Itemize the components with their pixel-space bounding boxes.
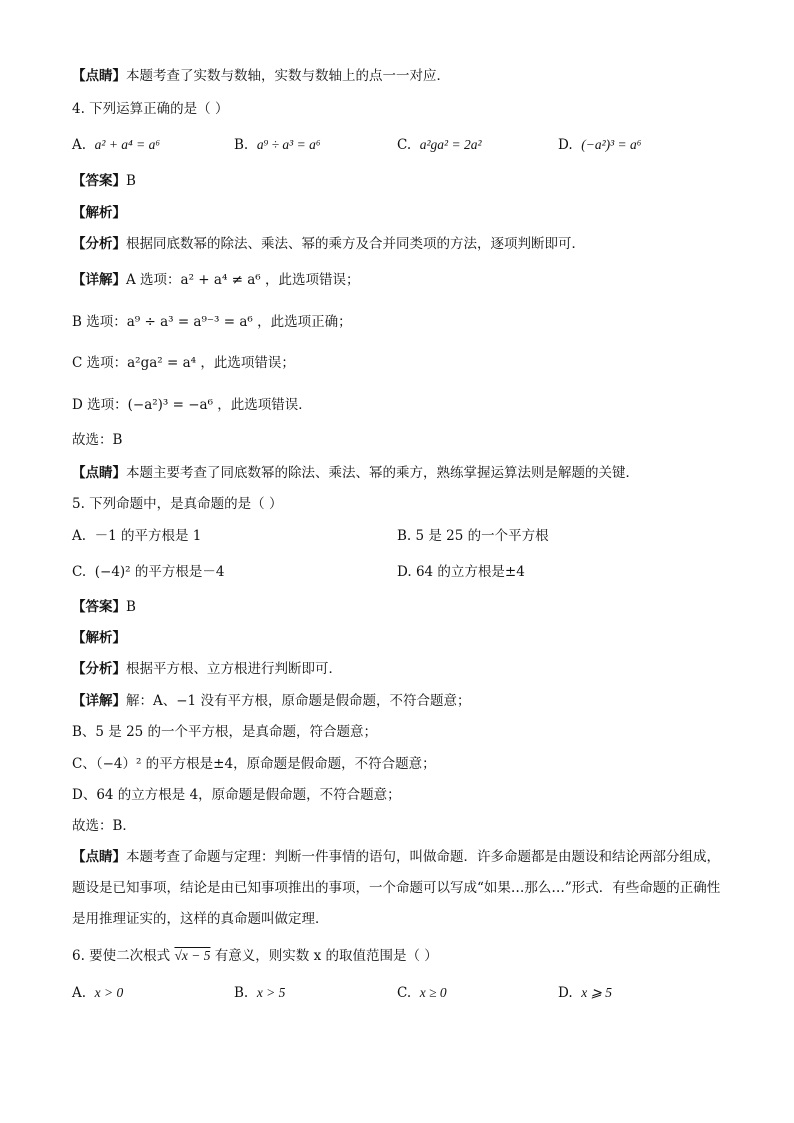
q4-detail-b: B 选项：a⁹ ÷ a³ = a⁹⁻³ = a⁶ ，此选项正确； (72, 314, 352, 330)
q5-fenxi: 【分析】根据平方根、立方根进行判断即可． (72, 661, 342, 677)
q5-detail-a: 【详解】解：A、−1 没有平方根，原命题是假命题，不符合题意； (72, 693, 471, 709)
q4-option-a: A. a² + a⁴ = a⁶ (72, 137, 161, 153)
q4-fenxi: 【分析】根据同底数幂的除法、乘法、幂的乘方及合并同类项的方法，逐项判断即可． (72, 236, 585, 252)
q5-option-d: D. 64 的立方根是±4 (397, 564, 525, 580)
q4-detail-d: D 选项：(−a²)³ = −a⁶ ，此选项错误． (72, 397, 312, 413)
q4-choose: 故选：B (72, 432, 123, 448)
q4-dianjing: 【点睛】本题主要考查了同底数幂的除法、乘法、幂的乘方，熟练掌握运算法则是解题的关键． (72, 465, 639, 481)
q5-option-c: C. (−4)² 的平方根是－4 (72, 564, 225, 580)
q5-choose: 故选：B． (72, 818, 136, 834)
q5-stem: 5. 下列命题中，是真命题的是（ ） (72, 496, 283, 512)
q6-option-b: B. x > 5 (234, 985, 286, 1001)
remark-line (72, 66, 450, 86)
q6-option-d: D. x ⩾ 5 (558, 985, 613, 1001)
remark-tag: 【点睛】 (72, 68, 126, 84)
q5-dianjing: 【点睛】本题考查了命题与定理：判断一件事情的语句，叫做命题．许多命题都是由题设和结论两部分组成，题设是已知事项，结论是由已知事项推出的事项，一个命题可以写成“如果…那么…”形式．有些命题的正确性是用推理证实的，这样的真命题叫做定理． (72, 849, 721, 927)
q6-option-a: A. x > 0 (72, 985, 124, 1001)
q4-analysis-tag: 【解析】 (72, 205, 126, 221)
q5-detail-b: B、5 是 25 的一个平方根，是真命题，符合题意； (72, 724, 378, 740)
q5-option-a: A. －1 的平方根是 1 (72, 528, 202, 544)
q4-option-c: C. a²ga² = 2a² (397, 137, 482, 153)
q6-option-c: C. x ≥ 0 (397, 985, 447, 1001)
q6-stem: 6. 要使二次根式 √x − 5 有意义，则实数 x 的取值范围是（ ） (72, 948, 438, 964)
q5-answer: 【答案】B (72, 599, 136, 615)
q5-option-b: B. 5 是 25 的一个平方根 (397, 528, 549, 544)
remark-text: 本题考查了实数与数轴，实数与数轴上的点一一对应． (126, 68, 450, 84)
q5-detail-d: D、64 的立方根是 4，原命题是假命题，不符合题意； (72, 787, 401, 803)
q4-detail-c: C 选项：a²ga² = a⁴ ，此选项错误； (72, 355, 295, 371)
q4-option-b: B. a⁹ ÷ a³ = a⁶ (234, 137, 321, 153)
q5-detail-c: C、（−4）² 的平方根是±4，原命题是假命题，不符合题意； (72, 756, 436, 772)
q4-detail-a: 【详解】A 选项：a² + a⁴ ≠ a⁶ ，此选项错误； (72, 272, 360, 288)
q5-analysis-tag: 【解析】 (72, 630, 126, 646)
q4-stem: 4. 下列运算正确的是（ ） (72, 101, 229, 117)
q4-option-d: D. (−a²)³ = a⁶ (558, 137, 642, 153)
radical-expression: √x − 5 (174, 948, 211, 963)
q4-answer: 【答案】B (72, 173, 136, 189)
